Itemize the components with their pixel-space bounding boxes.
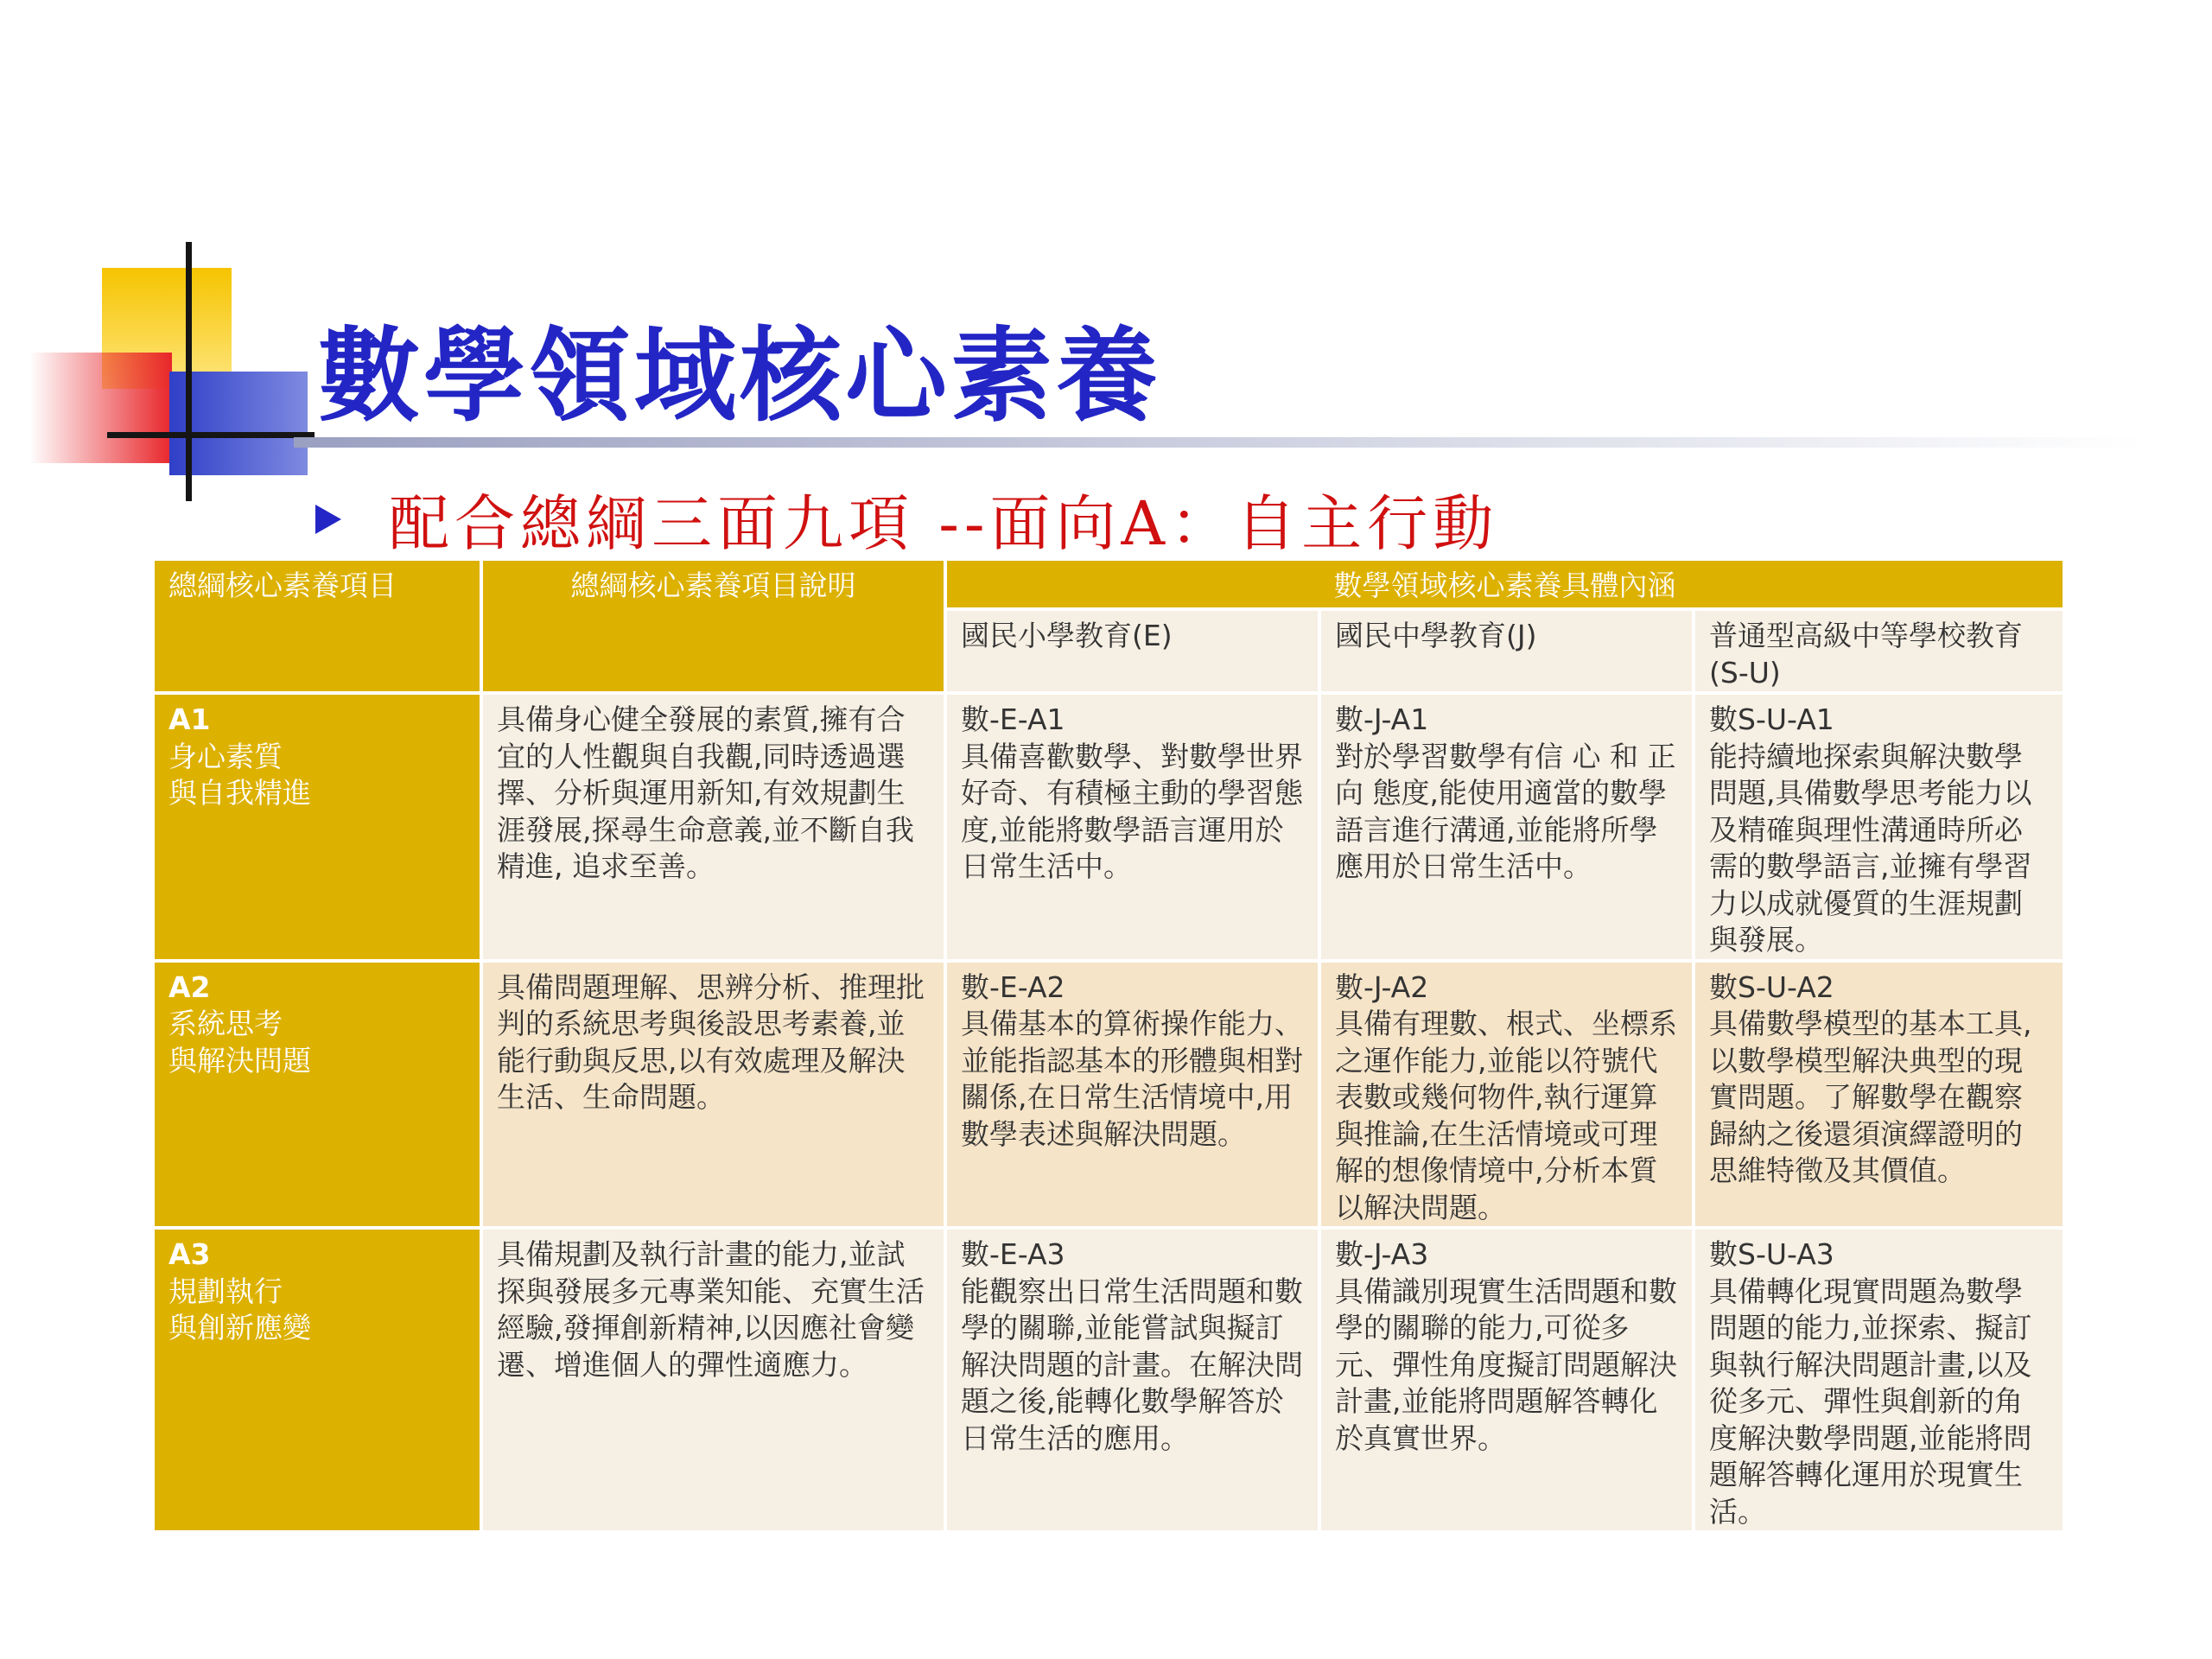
row-description: 具備規劃及執行計畫的能力,並試探與發展多元專業知能、充實生活經驗,發揮創新精神,以因應社會變遷、增進個人的彈性適應力。 (481, 1228, 945, 1532)
row-name-line: 身心素質 (168, 739, 283, 773)
cell-senior-high (1694, 961, 2064, 1229)
cell-elementary (945, 1228, 1319, 1532)
cell-code: 數S-U-A3 (1709, 1237, 1834, 1271)
decor-vertical-line (186, 242, 192, 501)
table-header-row (153, 559, 2064, 609)
row-head (153, 961, 481, 1229)
cell-code: 數-J-A1 (1335, 702, 1429, 736)
table-row (153, 693, 2064, 961)
row-code: A1 (168, 702, 211, 736)
subheader-elementary: 國民小學教育(E) (945, 609, 1319, 693)
slide-subtitle: 配合總綱三面九項 --面向A：自主行動 (389, 488, 1499, 559)
row-name-line: 規劃執行 (168, 1274, 283, 1308)
decor-red-square (29, 353, 172, 463)
table-row (153, 961, 2064, 1229)
row-description: 具備問題理解、思辨分析、推理批判的系統思考與後設思考素養,並能行動與反思,以有效處理及解決生活、生命問題。 (481, 961, 945, 1229)
cell-elementary (945, 693, 1319, 961)
cell-code: 數S-U-A2 (1709, 969, 1834, 1004)
cell-junior-high (1319, 961, 1694, 1229)
cell-code: 數-E-A2 (961, 969, 1065, 1004)
subheader-senior-high: 普通型高級中等學校教育(S-U) (1694, 609, 2064, 693)
subheader-junior-high: 國民中學教育(J) (1319, 609, 1694, 693)
row-head (153, 693, 481, 961)
row-name-line: 與解決問題 (168, 1043, 311, 1077)
row-head (153, 1228, 481, 1532)
cell-text: 對於學習數學有信 心 和 正 向 態度,能使用適當的數學語言進行溝通,並能將所學應用於日常生活中。 (1335, 739, 1676, 883)
cell-text: 具備轉化現實問題為數學問題的能力,並探索、擬訂與執行解決問題計畫,以及從多元、彈性與創新的角度解決數學問題,並能將問題解答轉化運用於現實生活。 (1709, 1274, 2032, 1529)
row-name-line: 與自我精進 (168, 776, 311, 810)
header-core-description: 總綱核心素養項目說明 (481, 559, 945, 693)
header-math-domain: 數學領域核心素養具體內涵 (945, 559, 2064, 609)
row-name-line: 與創新應變 (168, 1311, 311, 1344)
cell-code: 數-E-A3 (961, 1237, 1065, 1271)
cell-junior-high (1319, 1228, 1694, 1532)
cell-text: 具備有理數、根式、坐標系之運作能力,並能以符號代表數或幾何物件,執行運算與推論,在生活情境或可理解的想像情境中,分析本質以解決問題。 (1335, 1007, 1677, 1224)
cell-code: 數-J-A3 (1335, 1237, 1429, 1271)
cell-elementary (945, 961, 1319, 1229)
competency-table (151, 557, 2066, 1534)
cell-text: 能持續地探索與解決數學問題,具備數學思考能力以及精確與理性溝通時所必需的數學語言,並擁有學習力以成就優質的生涯規劃與發展。 (1709, 739, 2032, 957)
cell-code: 數S-U-A1 (1709, 702, 1834, 736)
cell-senior-high (1694, 1228, 2064, 1532)
cell-code: 數-E-A1 (961, 702, 1065, 736)
row-code: A2 (168, 969, 211, 1004)
subtitle-row (315, 475, 1498, 563)
row-code: A3 (168, 1237, 211, 1271)
bullet-triangle-icon (315, 505, 341, 534)
cell-junior-high (1319, 693, 1694, 961)
slide-title: 數學領域核心素養 (318, 315, 1162, 435)
cell-text: 具備識別現實生活問題和數學的關聯的能力,可從多元、彈性角度擬訂問題解決計畫,並能將問題解答轉化於真實世界。 (1335, 1274, 1677, 1455)
cell-senior-high (1694, 693, 2064, 961)
cell-text: 具備數學模型的基本工具,以數學模型解決典型的現實問題。了解數學在觀察歸納之後還須演繹證明的思維特徵及其價值。 (1709, 1007, 2032, 1187)
header-core-item: 總綱核心素養項目 (153, 559, 481, 693)
table-row (153, 1228, 2064, 1532)
row-name-line: 系統思考 (168, 1007, 283, 1040)
cell-code: 數-J-A2 (1335, 969, 1429, 1004)
cell-text: 具備基本的算術操作能力、並能指認基本的形體與相對關係,在日常生活情境中,用數學表述與解決問題。 (961, 1007, 1303, 1151)
decor-horizontal-line (107, 432, 315, 438)
row-description: 具備身心健全發展的素質,擁有合宜的人性觀與自我觀,同時透過選擇、分析與運用新知,有效規劃生涯發展,探尋生命意義,並不斷自我精進, 追求至善。 (481, 693, 945, 961)
cell-text: 具備喜歡數學、對數學世界好奇、有積極主動的學習態度,並能將數學語言運用於日常生活中。 (961, 739, 1303, 883)
cell-text: 能觀察出日常生活問題和數學的關聯,並能嘗試與擬訂解決問題的計畫。在解決問題之後,能轉化數學解答於日常生活的應用。 (961, 1274, 1303, 1455)
